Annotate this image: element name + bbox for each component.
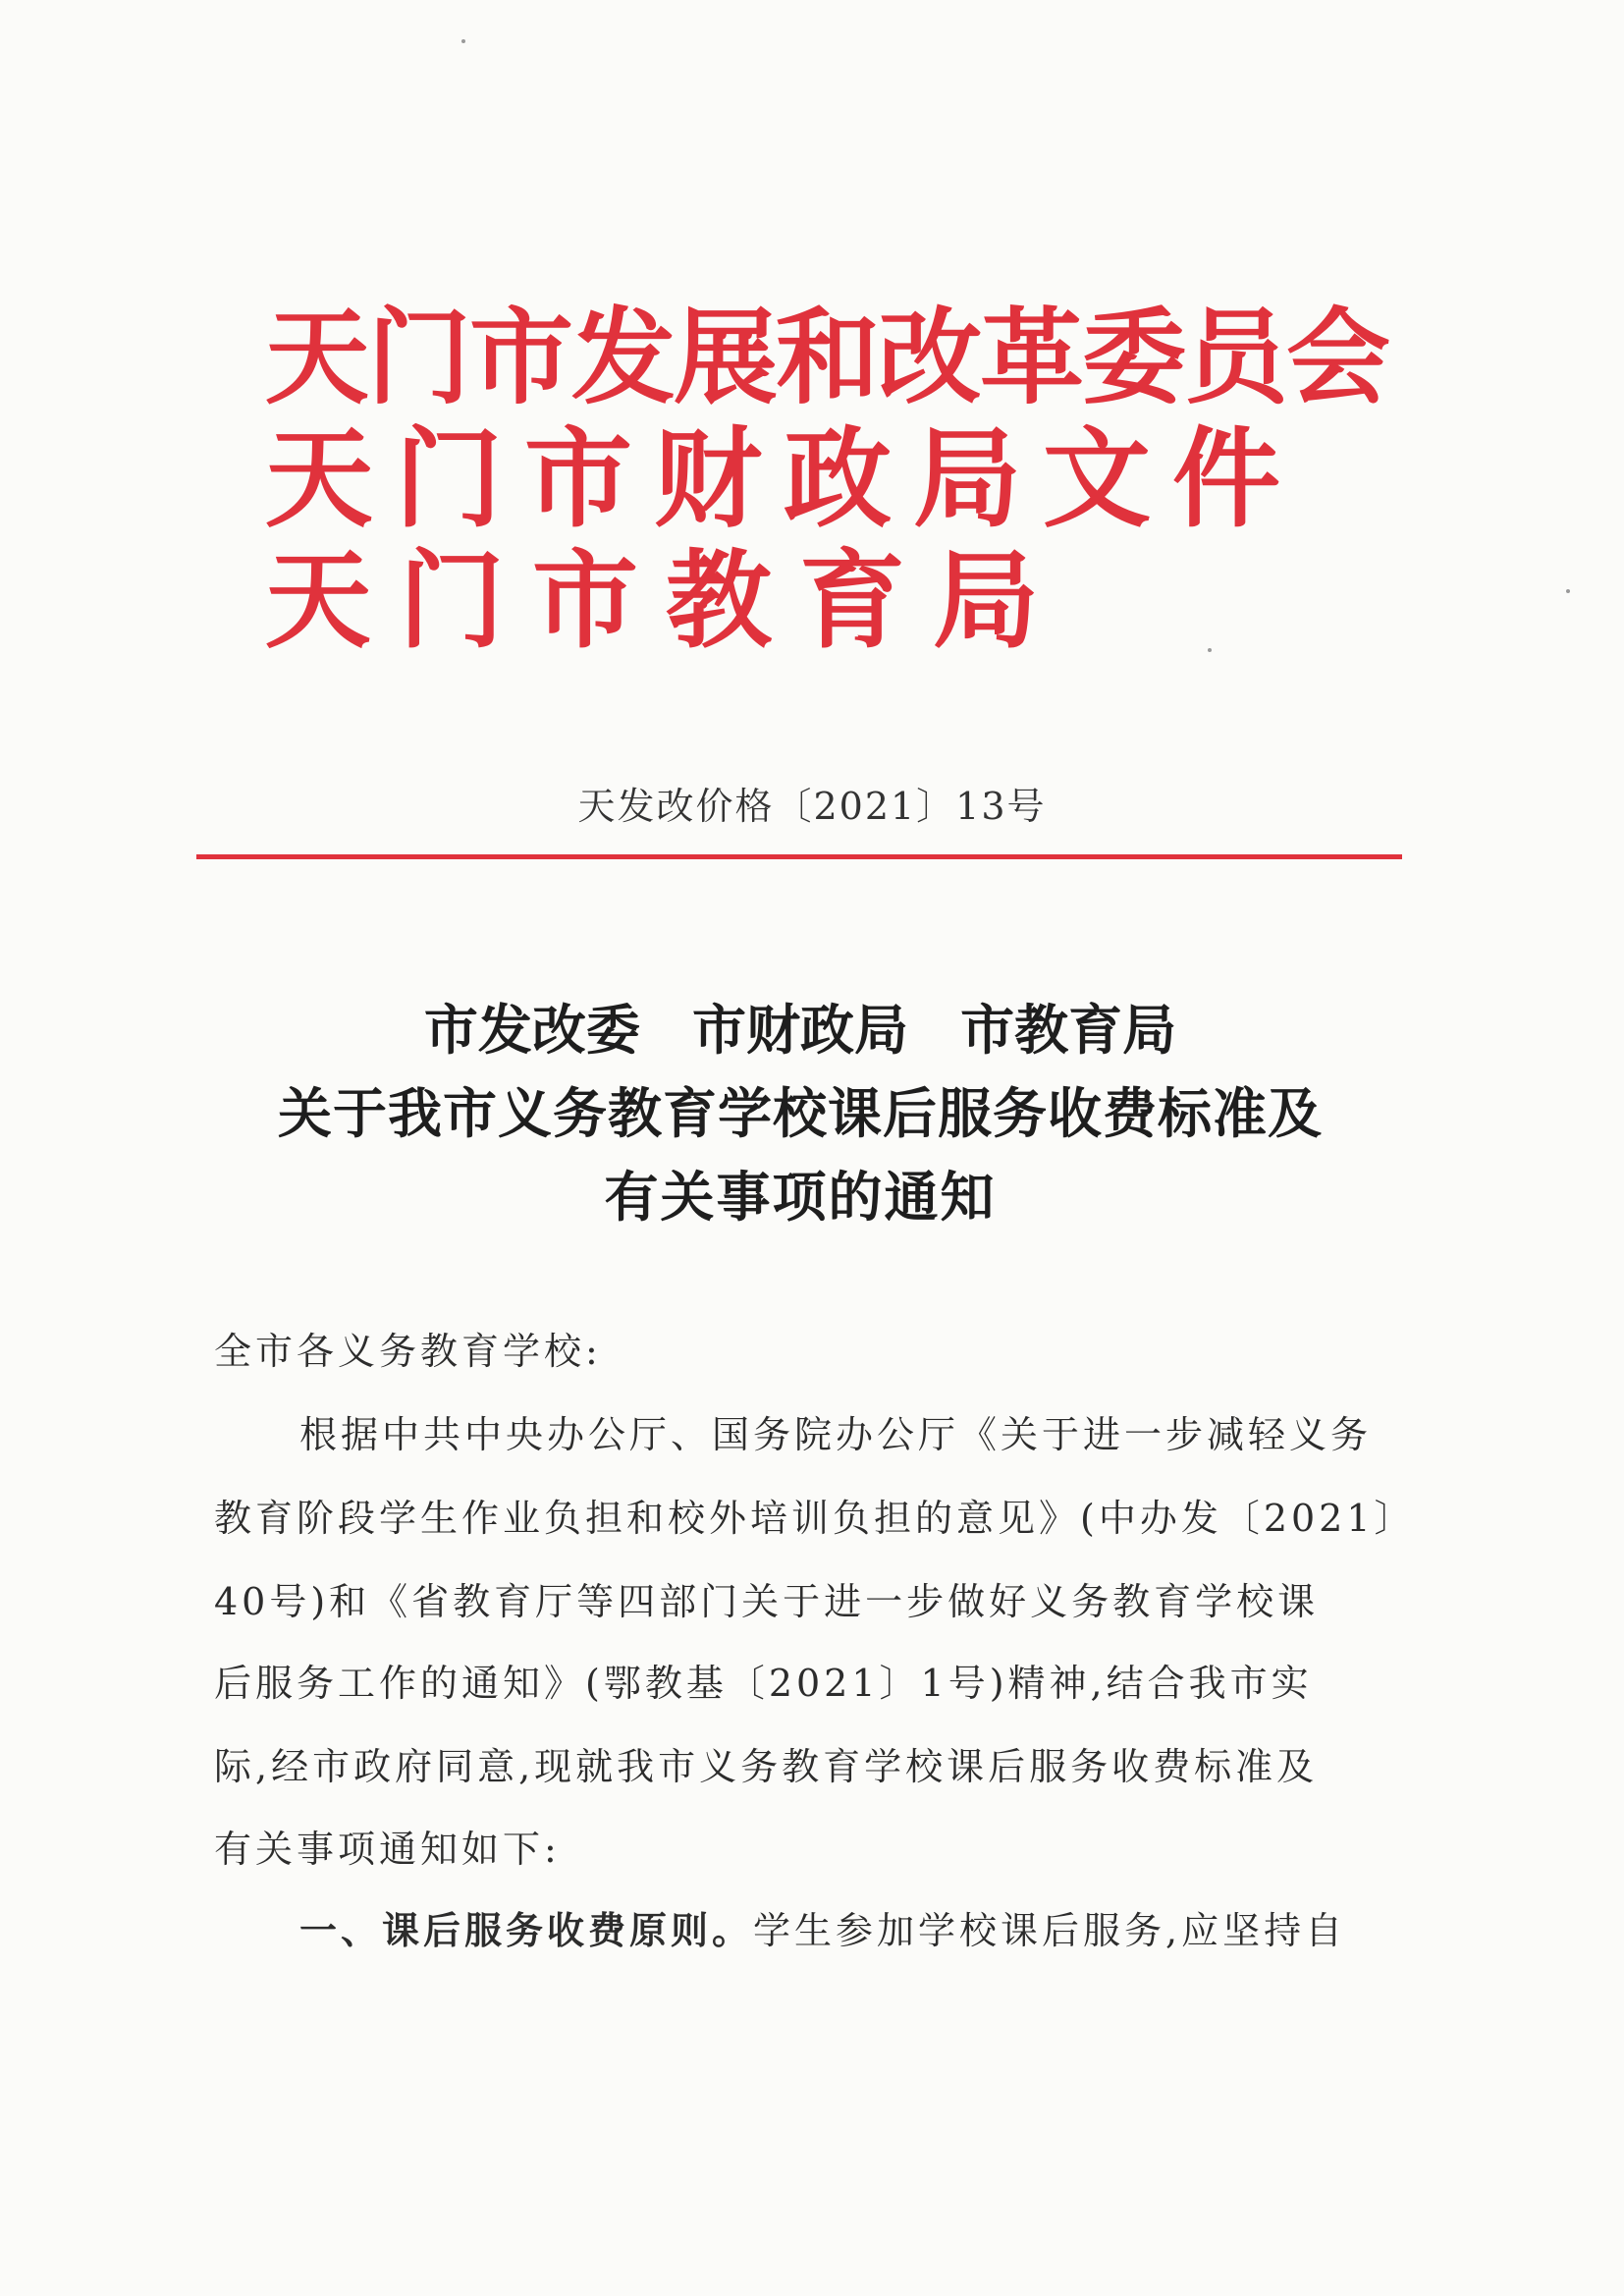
title-line-3: 有关事项的通知 bbox=[604, 1165, 997, 1229]
scan-speck bbox=[1566, 589, 1570, 593]
scan-speck bbox=[1208, 648, 1212, 652]
salutation: 全市各义务教育学校: bbox=[214, 1330, 602, 1373]
section-1-line bbox=[299, 1900, 1468, 1954]
body-line: 根据中共中央办公厅、国务院办公厅《关于进一步减轻义务 bbox=[299, 1413, 1373, 1456]
body-line: 40号)和《省教育厅等四部门关于进一步做好义务教育学校课 bbox=[214, 1580, 1320, 1623]
section-1-heading: 一、课后服务收费原则。 bbox=[299, 1908, 754, 1952]
title-line-1: 市发改委 市财政局 市教育局 bbox=[423, 998, 1177, 1062]
body-line: 后服务工作的通知》(鄂教基〔2021〕1号)精神,结合我市实 bbox=[214, 1662, 1313, 1705]
issuer-header-line-2: 天门市财政局文件 bbox=[265, 415, 1302, 542]
red-divider-rule bbox=[196, 854, 1402, 859]
body-line: 教育阶段学生作业负担和校外培训负担的意见》(中办发〔2021〕 bbox=[214, 1497, 1416, 1540]
document-number: 天发改价格〔2021〕13号 bbox=[577, 785, 1047, 828]
scan-speck bbox=[461, 39, 465, 43]
issuer-header-line-1: 天门市发展和改革委员会 bbox=[265, 296, 1388, 418]
body-line: 际,经市政府同意,现就我市义务教育学校课后服务收费标准及 bbox=[214, 1745, 1319, 1788]
title-line-2: 关于我市义务教育学校课后服务收费标准及 bbox=[277, 1081, 1323, 1145]
issuer-header-line-3: 天门市教育局 bbox=[265, 539, 1067, 663]
body-line: 有关事项通知如下: bbox=[214, 1828, 561, 1871]
section-1-text: 学生参加学校课后服务,应坚持自 bbox=[753, 1909, 1347, 1952]
